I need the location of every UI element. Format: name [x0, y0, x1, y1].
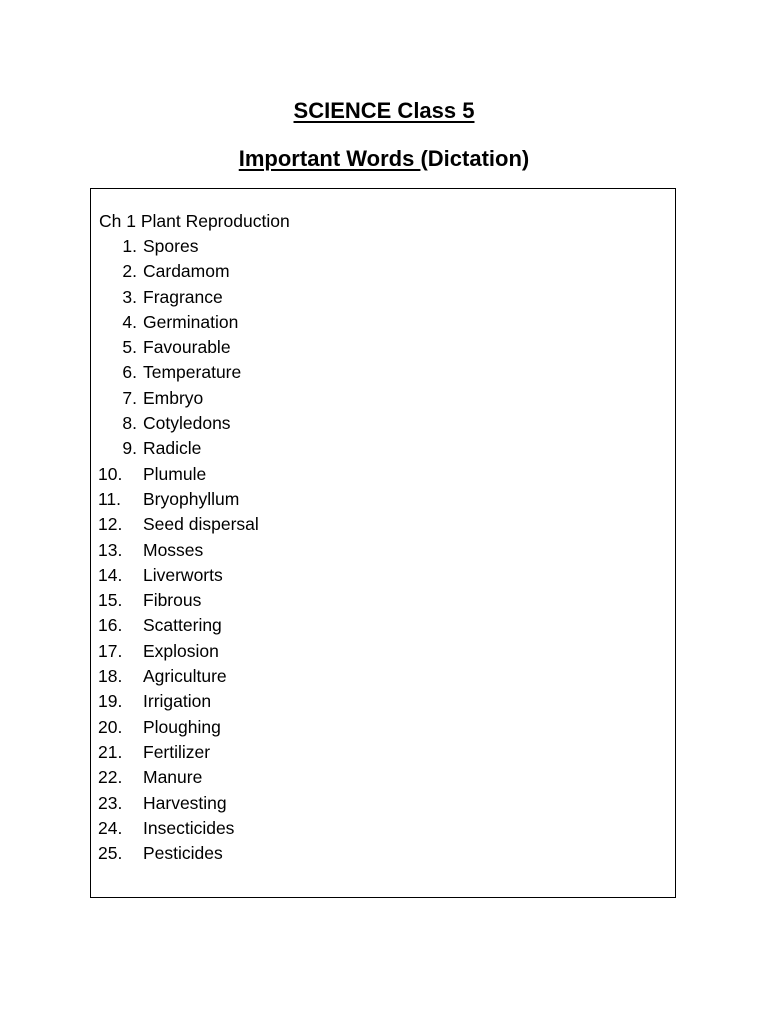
list-item-number: 10.: [98, 463, 123, 484]
list-item-number: 22.: [98, 767, 123, 788]
list-item-word: Spores: [143, 236, 199, 256]
list-item-word: Cardamom: [143, 261, 230, 282]
list-item-number: 4.: [122, 311, 137, 332]
list-item-number: 15.: [98, 590, 123, 611]
list-item-word: Liverworts: [143, 564, 223, 585]
page-title: [0, 97, 768, 125]
list-item-word: Fertilizer: [143, 741, 211, 762]
list-item-number: 24.: [98, 817, 123, 838]
subtitle-underlined-text: Important Words: [238, 146, 421, 171]
list-item-word: Germination: [143, 311, 239, 332]
list-item-number: 1.: [122, 236, 137, 256]
list-item-number: 16.: [98, 615, 123, 636]
subtitle-rest-text: (Dictation): [420, 146, 530, 171]
list-item-number: 18.: [98, 666, 123, 687]
list-item-word: Pesticides: [143, 843, 223, 864]
list-item-word: Plumule: [143, 463, 207, 484]
list-item-word: Manure: [143, 767, 203, 788]
list-item-number: 12.: [98, 514, 123, 535]
list-item-number: 19.: [98, 691, 123, 712]
list-item-word: Insecticides: [143, 817, 235, 838]
list-item-word: Harvesting: [143, 792, 227, 813]
list-item-number: 8.: [122, 413, 137, 434]
list-item-word: Embryo: [143, 387, 204, 408]
word-list-box: [90, 188, 676, 898]
list-item-word: Ploughing: [143, 716, 221, 737]
list-item-number: 2.: [122, 261, 137, 282]
list-item-number: 25.: [98, 843, 123, 864]
chapter-heading: Ch 1 Plant Reproduction: [99, 211, 290, 231]
list-item-word: Radicle: [143, 438, 202, 459]
list-item-word: Scattering: [143, 615, 222, 636]
list-item-number: 23.: [98, 792, 123, 813]
page-subtitle: [0, 145, 768, 173]
list-item-word: Seed dispersal: [143, 514, 259, 535]
list-item-number: 5.: [122, 337, 137, 358]
list-item-number: 7.: [122, 387, 137, 408]
list-item-word: Cotyledons: [143, 413, 231, 434]
list-item-number: 3.: [122, 286, 137, 307]
list-item-word: Bryophyllum: [143, 488, 240, 509]
list-item-number: 20.: [98, 716, 123, 737]
list-item-number: 9.: [122, 438, 137, 459]
list-item-word: Explosion: [143, 640, 219, 661]
list-item-number: 14.: [98, 564, 123, 585]
list-item-word: Fragrance: [143, 286, 223, 307]
list-item-number: 21.: [98, 741, 123, 762]
list-item-number: 13.: [98, 539, 123, 560]
list-item-word: Irrigation: [143, 691, 212, 712]
list-item-word: Agriculture: [143, 666, 227, 687]
list-item-number: 6.: [122, 362, 137, 383]
title-text: SCIENCE Class 5: [293, 98, 475, 123]
list-item-word: Favourable: [143, 337, 231, 358]
list-item-word: Mosses: [143, 539, 204, 560]
list-item-word: Temperature: [143, 362, 242, 383]
list-item-number: 11.: [98, 488, 122, 509]
list-item-word: Fibrous: [143, 590, 202, 611]
list-item-number: 17.: [98, 640, 123, 661]
